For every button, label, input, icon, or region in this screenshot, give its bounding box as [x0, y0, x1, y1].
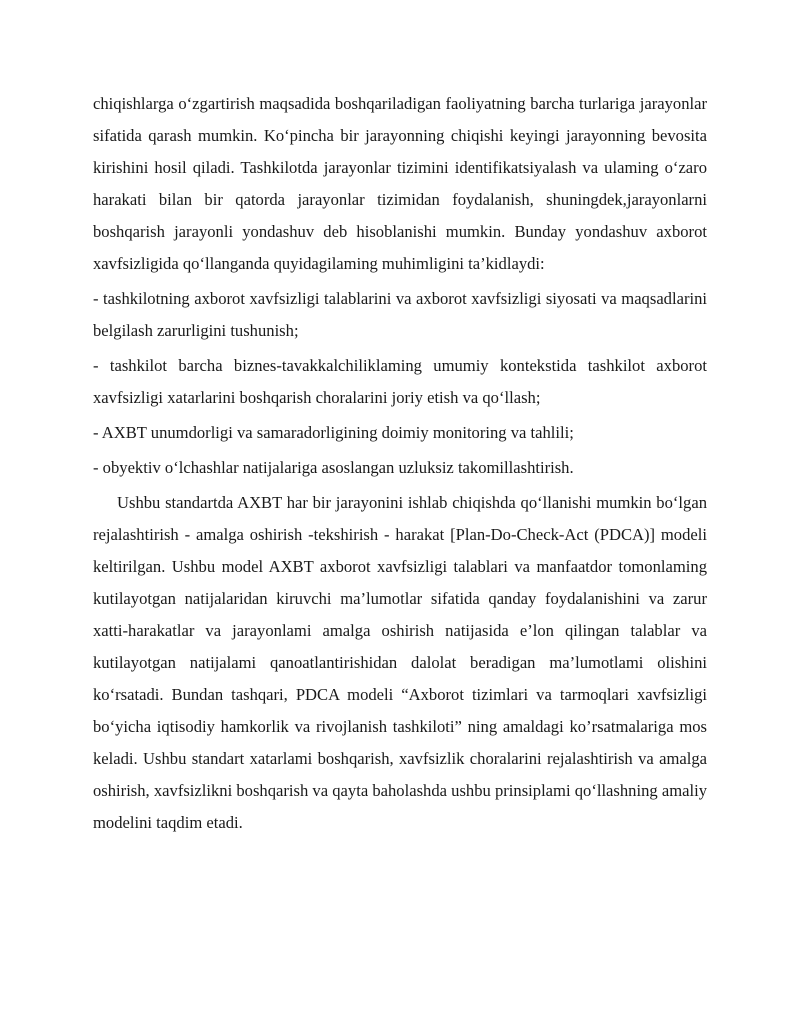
list-item-requirements: - tashkilotning axborot xavfsizligi talablarini va axborot xavfsizligi siyosati va maqsadlarini belgilash zarurligini tushunish; — [93, 289, 707, 340]
document-body — [93, 88, 707, 839]
paragraph-pdca: Ushbu standartda AXBT har bir jarayonini ishlab chiqishda qo‘llanishi mumkin bo‘lgan rejalashtirish - amalga oshirish -tekshirish - harakat [Plan-Do-Check-Act (PDCA)] modeli keltirilgan. Ushbu model AXBT axborot xavfsizligi talablari va manfaatdor tomonlaming kutilayotgan natijalaridan kiruvchi ma’lumotlar sifatida qanday foydalanishini va zarur xatti-harakatlar va jarayonlami amalga oshirish natijasida e’lon qilingan talablar va kutilayotgan natijalami qanoatlantirishidan dalolat beradigan ma’lumotlami olishini ko‘rsatadi. Bundan tashqari, PDCA modeli “Axborot tizimlari va tarmoqlari xavfsizligi bo‘yicha iqtisodiy hamkorlik va rivojlanish tashkiloti” ning amaldagi ko’rsatmalariga mos keladi. Ushbu standart xatarlami boshqarish, xavfsizlik choralarini rejalashtirish va amalga oshirish, xavfsizlikni boshqarish va qayta baholashda ushbu prinsiplami qo‘llashning amaliy modelini taqdim etadi. — [93, 493, 707, 832]
paragraph-intro: chiqishlarga o‘zgartirish maqsadida boshqariladigan faoliyatning barcha turlariga jarayonlar sifatida qarash mumkin. Ko‘pincha bir jarayonning chiqishi keyingi jarayonning bevosita kirishini hosil qiladi. Tashkilotda jarayonlar tizimini identifikatsiyalash va ulaming o‘zaro harakati bilan bir qatorda jarayonlar tizimidan foydalanish, shuningdek,jarayonlarni boshqarish jarayonli yondashuv deb hisoblanishi mumkin. Bunday yondashuv axborot xavfsizligida qo‘llanganda quyidagilaming muhimligini ta’kidlaydi: — [93, 94, 707, 273]
list-item-improvement: - obyektiv o‘lchashlar natijalariga asoslangan uzluksiz takomillashtirish. — [93, 458, 574, 477]
list-item-monitoring: - AXBT unumdorligi va samaradorligining doimiy monitoring va tahlili; — [93, 423, 574, 442]
list-item-risk-controls: - tashkilot barcha biznes-tavakkalchiliklaming umumiy kontekstida tashkilot axborot xavfsizligi xatarlarini boshqarish choralarini joriy etish va qo‘llash; — [93, 356, 707, 407]
